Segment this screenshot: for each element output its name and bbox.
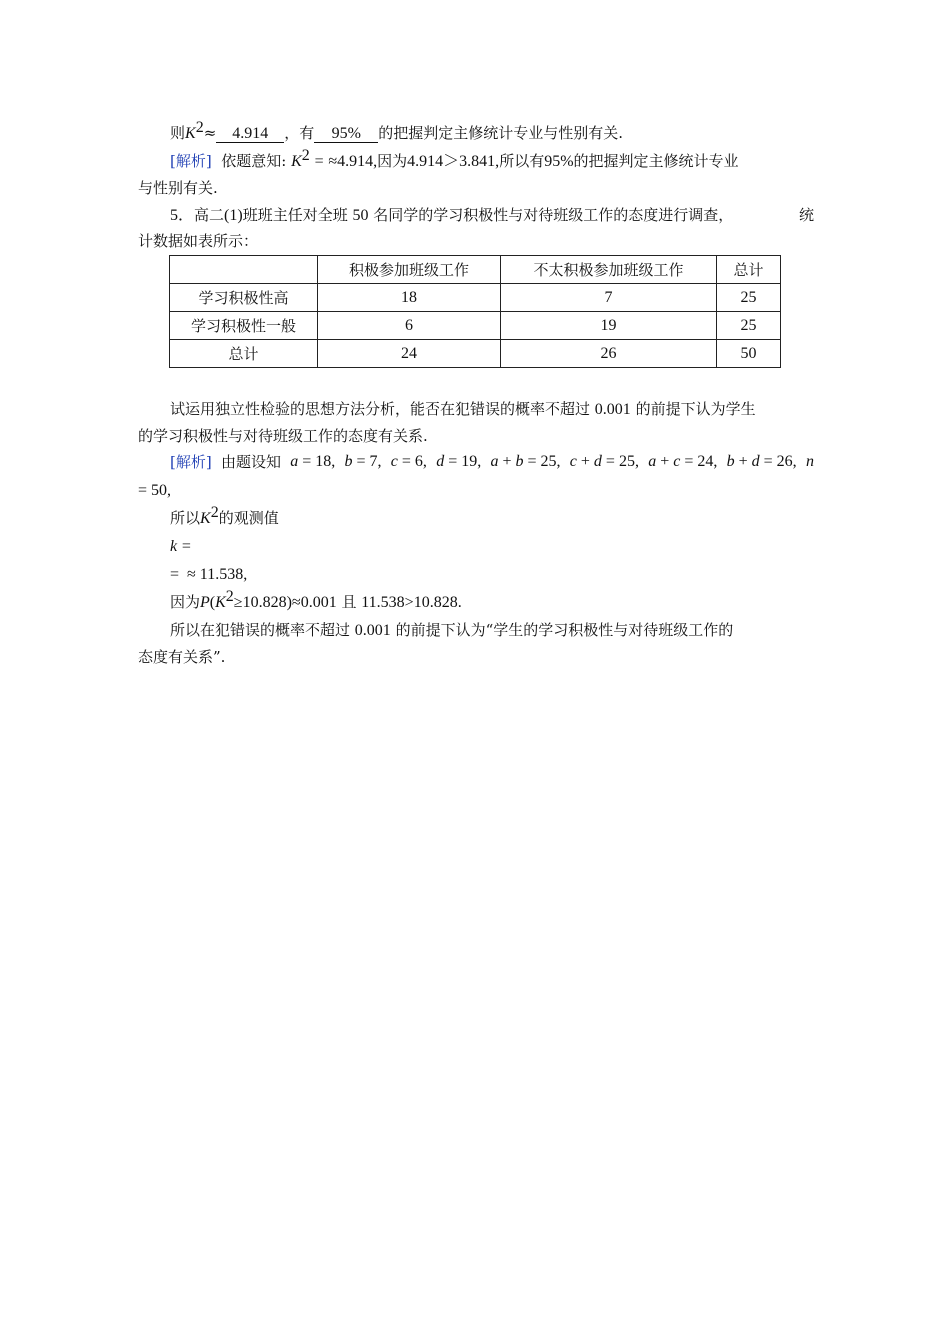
text: 班班主任对全班 <box>242 206 348 224</box>
question-line-2 <box>138 426 814 446</box>
text: 则 <box>170 124 186 142</box>
exponent: 2 <box>301 147 310 164</box>
table-header-cell <box>170 256 318 284</box>
exponent: 2 <box>225 588 234 605</box>
table-cell: 50 <box>717 340 781 368</box>
table-row-label: 学习积极性一般 <box>170 312 318 340</box>
value: = 19, <box>448 453 482 470</box>
k-variable: K <box>200 510 211 527</box>
text: 的把握判定主修统计专业 <box>573 152 739 170</box>
analysis-1-line-2 <box>138 178 814 198</box>
analysis-2-line-1 <box>170 452 814 472</box>
analysis-1-line-1 <box>170 147 814 172</box>
text: 试运用独立性检验的思想方法分析，能否在犯错误的概率不超过 <box>170 400 591 418</box>
var-d: d <box>436 453 445 470</box>
table-header-cell: 总计 <box>717 256 781 284</box>
var-c: c <box>569 453 577 470</box>
approx-value: ≈4.914, <box>328 153 378 170</box>
var-c: c <box>390 453 398 470</box>
approx-sign: ≈ <box>203 124 217 142</box>
var-b: b <box>344 453 353 470</box>
probability: 0.001 <box>354 622 391 639</box>
text: 依题意知: <box>221 152 287 170</box>
text: ，有 <box>284 124 315 142</box>
text: 态度有关系”. <box>138 648 226 666</box>
table-header-cell: 不太积极参加班级工作 <box>501 256 717 284</box>
value: = 24, <box>684 453 718 470</box>
value: = 7, <box>356 453 382 470</box>
answer-blank-percent: 95% <box>314 125 378 143</box>
probability-p: P <box>200 594 210 611</box>
answer-line <box>170 119 814 144</box>
table-header-cell: 积极参加班级工作 <box>318 256 501 284</box>
value: = 25, <box>605 453 639 470</box>
var-b: b <box>726 453 735 470</box>
text: 统 <box>798 206 814 224</box>
plus-sign: + <box>502 453 512 470</box>
var-a: a <box>290 453 299 470</box>
analysis-tag: [解析] <box>170 152 212 170</box>
analysis-2-line-3 <box>170 504 814 529</box>
analysis-2-line-4 <box>170 536 814 557</box>
value: = 26, <box>763 453 797 470</box>
var-c: c <box>673 453 681 470</box>
k-variable: K <box>291 153 302 170</box>
var-d: d <box>593 453 602 470</box>
text: 的前提下认为“学生的学习积极性与对待班级工作的 <box>395 621 734 639</box>
value: = 6, <box>401 453 427 470</box>
var-a: a <box>648 453 657 470</box>
probability: 0.001 <box>594 401 631 418</box>
analysis-2-line-5 <box>170 564 814 585</box>
text: 的观测值 <box>218 509 279 527</box>
contingency-table <box>169 255 781 368</box>
exponent: 2 <box>210 504 219 521</box>
analysis-2-line-8 <box>138 647 814 667</box>
k-observed: k <box>170 538 178 555</box>
value: = 50, <box>138 482 172 499</box>
text: 所以 <box>170 509 201 527</box>
var-a: a <box>490 453 499 470</box>
text: 的学习积极性与对待班级工作的态度有关系. <box>138 427 428 445</box>
question-line-1 <box>170 399 814 420</box>
table-header-row <box>170 256 781 284</box>
text: 高二 <box>194 206 225 224</box>
text: 由题设知 <box>220 453 281 471</box>
answer-blank-k2: 4.914 <box>216 125 284 143</box>
text: 因为 <box>170 593 201 611</box>
class-number: (1) <box>224 207 243 224</box>
text: 与性别有关. <box>138 179 218 197</box>
plus-sign: + <box>580 453 590 470</box>
table-row-label: 学习积极性高 <box>170 284 318 312</box>
value: = 25, <box>527 453 561 470</box>
text: 所以在犯错误的概率不超过 <box>170 621 351 639</box>
text: 因为 <box>377 152 408 170</box>
k-variable: K <box>215 594 226 611</box>
plus-sign: + <box>660 453 670 470</box>
table-row <box>170 312 781 340</box>
text: 名同学的学习积极性与对待班级工作的态度进行调查， <box>373 206 734 224</box>
text: 计数据如表所示： <box>138 232 259 250</box>
exponent: 2 <box>195 119 204 136</box>
comparison: 11.538>10.828. <box>361 594 462 611</box>
table-row-label: 总计 <box>170 340 318 368</box>
problem-5-line-1 <box>170 205 814 226</box>
analysis-tag: [解析] <box>170 453 212 471</box>
table-cell: 19 <box>501 312 717 340</box>
probability-statement: ≥10.828)≈0.001 <box>233 594 337 611</box>
text: 且 <box>341 593 357 611</box>
text: 所以有 <box>499 152 545 170</box>
table-cell: 6 <box>318 312 501 340</box>
table-row <box>170 284 781 312</box>
student-count: 50 <box>352 207 369 224</box>
table-cell: 18 <box>318 284 501 312</box>
plus-sign: + <box>738 453 748 470</box>
problem-5-line-2 <box>138 231 814 251</box>
equals-sign: = <box>181 538 191 555</box>
table-cell: 25 <box>717 312 781 340</box>
table-row <box>170 340 781 368</box>
comparison: 4.914＞3.841, <box>407 153 500 170</box>
text: 的把握判定主修统计专业与性别有关. <box>378 124 624 142</box>
analysis-2-line-7 <box>170 620 814 641</box>
equals-sign: = <box>314 153 324 170</box>
var-b: b <box>515 453 524 470</box>
table-cell: 24 <box>318 340 501 368</box>
analysis-2-line-6: 因为$P(K^2\ge 10.828)\approx 0.001$ 且 11.538>10.828. <box>170 588 462 611</box>
var-n: n <box>805 453 814 470</box>
k-variable: K <box>185 125 196 142</box>
var-d: d <box>751 453 760 470</box>
analysis-2-line-2 <box>138 480 814 501</box>
percent: 95% <box>544 153 574 170</box>
table-cell: 25 <box>717 284 781 312</box>
problem-number: 5． <box>170 207 195 224</box>
text: 的前提下认为学生 <box>635 400 756 418</box>
table-cell: 7 <box>501 284 717 312</box>
value: = 18, <box>302 453 336 470</box>
approx-value: = ≈ 11.538, <box>170 566 248 583</box>
table-cell: 26 <box>501 340 717 368</box>
